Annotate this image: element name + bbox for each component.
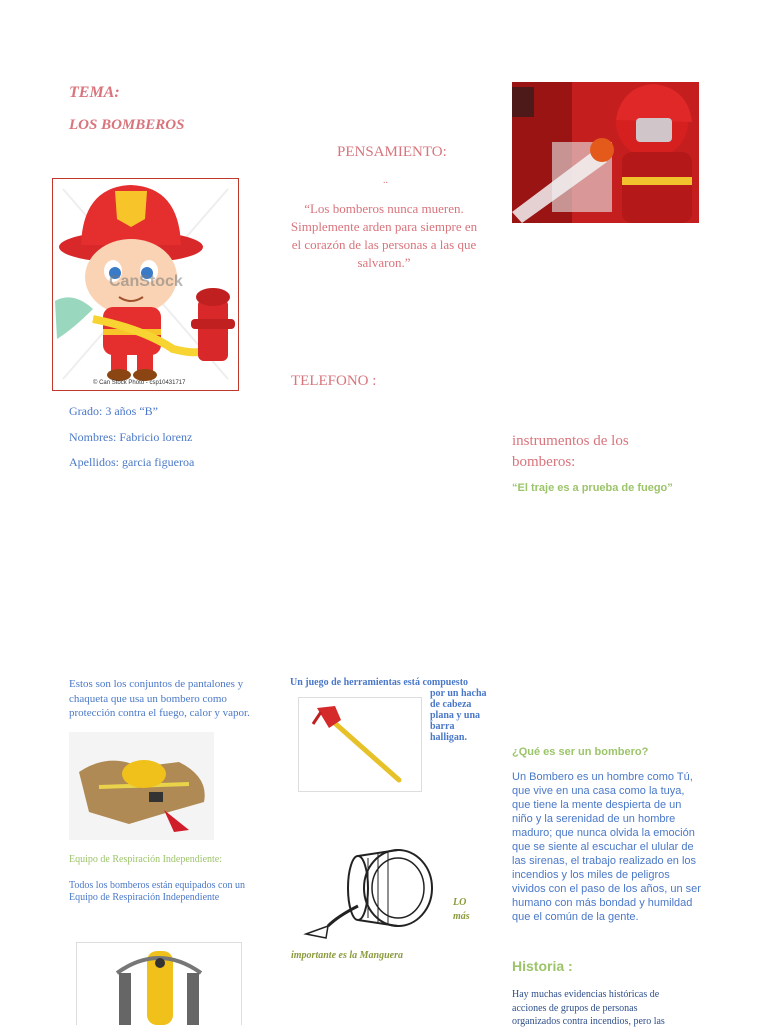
traje-subheading: “El traje es a prueba de fuego” [512,482,673,494]
cartoon-firefighter-image [52,178,239,391]
firefighter-photo [512,82,699,223]
que-es-text: Un Bombero es un hombre como Tú, que vive en una casa como la tuya, que tiene la mente despierta de un niño y la serenidad de un hombre maduro; que nunca olvida la emoción que se siente al escuchar el ulular de las sirenas, el trabajo realizado en los incendios y los miles de peligros vividos con el paso de los años, un ser humano con más bondad y humildad que el común de la gente. [512,771,701,923]
herramientas-intro: Un juego de herramientas está compuesto [290,677,469,688]
apellidos-text: Apellidos: garcia figueroa [69,455,195,469]
pensamiento-quote: “Los bomberos nunca mueren. Simplemente arden para siempre en el corazón de las personas a las que salvaron.” [290,201,478,270]
respiracion-text: Todos los bomberos están equipados con un Equipo de Respiración Independiente [69,880,245,903]
cartoon-credit: © Can Stock Photo - csp10431717 [93,380,186,386]
pensamiento-heading: PENSAMIENTO: [337,144,447,160]
que-es-heading: ¿Qué es ser un bombero? [512,746,649,758]
herramientas-rest: por un hacha de cabeza plana y una barra halligan. [430,688,487,743]
breathing-apparatus-image [76,942,242,1025]
grado-text: Grado: 3 años “B” [69,404,158,418]
historia-text: Hay muchas evidencias históricas de acciones de grupos de personas organizados contra incendios, pero las [512,989,665,1027]
manguera-lo: LO [453,897,467,908]
instrumentos-heading: instrumentos de los bomberos: [512,433,629,470]
cartoon-watermark: CanStock [109,273,183,290]
traje-description: Estos son los conjuntos de pantalones y chaqueta que usa un bombero como protección contra el fuego, calor y vapor. [69,678,250,719]
axe-image [298,697,422,792]
page-title: LOS BOMBEROS [69,117,185,133]
historia-heading: Historia : [512,958,573,974]
manguera-mas: más [453,911,470,922]
hose-reel-image [298,846,444,946]
manguera-rest: importante es la Manguera [291,950,403,961]
fire-suit-image [69,732,214,840]
pensamiento-dots: .. [383,175,388,186]
nombres-text: Nombres: Fabricio lorenz [69,430,193,444]
respiracion-heading: Equipo de Respiración Independiente: [69,854,223,865]
tema-label: TEMA: [69,84,120,101]
telefono-label: TELEFONO : [291,373,377,389]
